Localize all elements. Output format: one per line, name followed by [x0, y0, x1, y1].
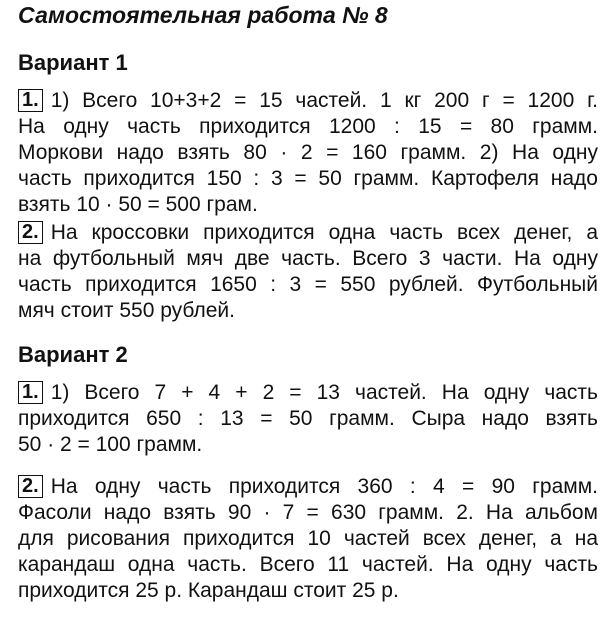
- task-line: приходится 25 р. Карандаш стоит 25 р.: [18, 579, 399, 602]
- variant-1-task-2: [18, 220, 598, 324]
- task-line: мяч стоит 550 рублей.: [18, 299, 235, 322]
- task-line: часть приходится 150 : 3 = 50 грамм. Картофеля надо: [18, 167, 598, 190]
- task-line: на футбольный мяч две часть. Всего 3 части. На одну: [18, 247, 598, 270]
- task-line: часть приходится 1650 : 3 = 550 рублей. Футбольный: [18, 273, 598, 296]
- task-line: Моркови надо взять 80 · 2 = 160 грамм. 2) На одну: [18, 141, 598, 164]
- task-line: Фасоли надо взять 90 · 7 = 630 грамм. 2. На альбом: [18, 501, 598, 524]
- task-number-box: 2.: [18, 221, 43, 244]
- task-line: для рисования приходится 10 частей всех денег, а на: [18, 527, 598, 550]
- task-line: 50 · 2 = 100 грамм.: [18, 433, 203, 456]
- task-line: 1. 1) Всего 7 + 4 + 2 = 13 частей. На одну часть: [18, 380, 598, 406]
- variant-1-heading: Вариант 1: [18, 50, 128, 75]
- task-line: приходится 650 : 13 = 50 грамм. Сыра надо взять: [18, 407, 598, 430]
- task-line: На одну часть приходится 1200 : 15 = 80 грамм.: [18, 115, 598, 138]
- task-line: 2. На одну часть приходится 360 : 4 = 90 грамм.: [18, 474, 598, 500]
- task-number-box: 1.: [18, 89, 43, 112]
- task-line: карандаш одна часть. Всего 11 частей. На одну часть: [18, 553, 598, 576]
- variant-2-task-2: [18, 474, 598, 604]
- page-title: Самостоятельная работа № 8: [18, 2, 388, 28]
- variant-2-task-1: [18, 380, 598, 458]
- variant-2-heading: Вариант 2: [18, 342, 128, 367]
- variant-1-task-1: [18, 88, 598, 218]
- task-number-box: 2.: [18, 475, 43, 498]
- task-number-box: 1.: [18, 381, 43, 404]
- task-line: взять 10 · 50 = 500 грам.: [18, 193, 258, 216]
- task-line: 2. На кроссовки приходится одна часть всех денег, а: [18, 220, 598, 246]
- task-line: 1. 1) Всего 10+3+2 = 15 частей. 1 кг 200 г = 1200 г.: [18, 88, 598, 114]
